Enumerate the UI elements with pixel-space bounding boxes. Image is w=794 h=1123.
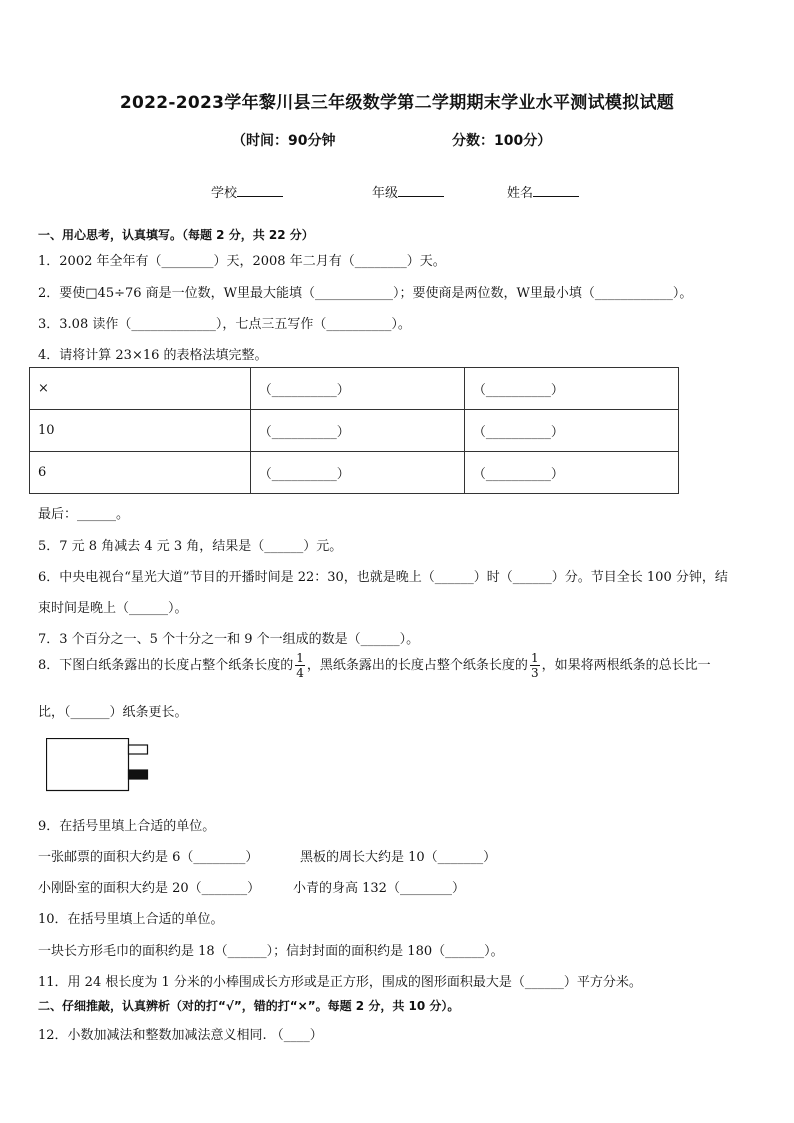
question-2: 2．要使□45÷76 商是一位数，W里最大能填（____________）；要使商是两位数，W里最小填（____________）。 xyxy=(38,286,693,301)
question-8-line-1 xyxy=(38,652,711,679)
table-cell: 10 xyxy=(30,410,251,452)
table-row xyxy=(30,452,679,494)
table-cell: 6 xyxy=(30,452,251,494)
name-blank[interactable] xyxy=(533,184,579,197)
black-strip xyxy=(129,770,148,779)
table-cell: × xyxy=(30,368,251,410)
school-blank[interactable] xyxy=(237,184,283,197)
question-6-line-1: 6．中央电视台“星光大道”节目的开播时间是 22：30，也就是晚上（______）时（______）分。节目全长 100 分钟，结 xyxy=(38,570,728,585)
table-cell[interactable]: （__________） xyxy=(464,452,678,494)
grade-field[interactable] xyxy=(372,182,444,201)
question-8-line-2: 比，（______）纸条更长。 xyxy=(38,705,188,720)
fraction-one-quarter xyxy=(295,652,305,679)
section-1-heading: 一、用心思考，认真填写。（每题 2 分，共 22 分） xyxy=(38,228,314,242)
exam-time: （时间：90分钟 xyxy=(232,133,336,149)
table-cell[interactable]: （__________） xyxy=(250,368,464,410)
question-1: 1．2002 年全年有（________）天，2008 年二月有（________）天。 xyxy=(38,254,446,269)
exam-score: 分数：100分） xyxy=(452,133,552,149)
question-9-c: 小刚卧室的面积大约是 20（_______） xyxy=(38,881,261,896)
fraction-denominator: 4 xyxy=(296,666,304,680)
question-7: 7．3 个百分之一、5 个十分之一和 9 个一组成的数是（______）。 xyxy=(38,632,420,647)
page-title: 2022-2023学年黎川县三年级数学第二学期期末学业水平测试模拟试题 xyxy=(119,93,675,113)
school-field[interactable] xyxy=(211,182,283,201)
grade-blank[interactable] xyxy=(398,184,444,197)
cover-box xyxy=(47,739,129,791)
question-4-final: 最后：______。 xyxy=(38,507,130,522)
table-cell[interactable]: （__________） xyxy=(250,410,464,452)
question-9: 9．在括号里填上合适的单位。 xyxy=(38,819,216,834)
multiplication-table xyxy=(29,367,679,494)
question-4: 4．请将计算 23×16 的表格法填完整。 xyxy=(38,348,268,363)
question-8-text-3: ，如果将两根纸条的总长比一 xyxy=(541,658,711,673)
table-cell[interactable]: （__________） xyxy=(250,452,464,494)
question-8-text-2: ，黑纸条露出的长度占整个纸条长度的 xyxy=(306,658,528,673)
fraction-one-third xyxy=(530,652,540,679)
fraction-denominator: 3 xyxy=(530,666,539,680)
question-6-line-2: 束时间是晚上（______）。 xyxy=(38,601,188,616)
question-10-a: 一块长方形毛巾的面积约是 18（______）；信封封面的面积约是 180（______）。 xyxy=(38,944,504,959)
question-5: 5．7 元 8 角减去 4 元 3 角，结果是（______）元。 xyxy=(38,539,343,554)
white-strip xyxy=(129,745,148,754)
question-8-text-1: 8．下图白纸条露出的长度占整个纸条长度的 xyxy=(38,658,294,673)
table-row xyxy=(30,368,679,410)
fraction-numerator: 1 xyxy=(296,651,304,665)
fraction-numerator: 1 xyxy=(530,651,539,665)
question-9-b: 黑板的周长大约是 10（_______） xyxy=(300,850,497,865)
name-field[interactable] xyxy=(507,182,579,201)
table-cell[interactable]: （__________） xyxy=(464,410,678,452)
question-9-d: 小青的身高 132（________） xyxy=(293,881,465,896)
grade-label: 年级 xyxy=(372,186,399,201)
table-cell[interactable]: （__________） xyxy=(464,368,678,410)
question-10: 10．在括号里填上合适的单位。 xyxy=(38,912,224,927)
question-3: 3．3.08 读作（_____________），七点三五写作（__________）。 xyxy=(38,317,411,332)
question-11: 11．用 24 根长度为 1 分米的小棒围成长方形或是正方形，围成的图形面积最大是（______）平方分米。 xyxy=(38,975,642,990)
paper-strips-figure xyxy=(46,738,152,794)
question-9-a: 一张邮票的面积大约是 6（________） xyxy=(38,850,259,865)
section-2-heading: 二、仔细推敲，认真辨析（对的打“√”，错的打“×”。每题 2 分，共 10 分）。 xyxy=(38,999,460,1013)
table-row xyxy=(30,410,679,452)
question-12: 12．小数加减法和整数加减法意义相同. （____） xyxy=(38,1028,323,1043)
name-label: 姓名 xyxy=(507,186,534,201)
school-label: 学校 xyxy=(211,186,238,201)
